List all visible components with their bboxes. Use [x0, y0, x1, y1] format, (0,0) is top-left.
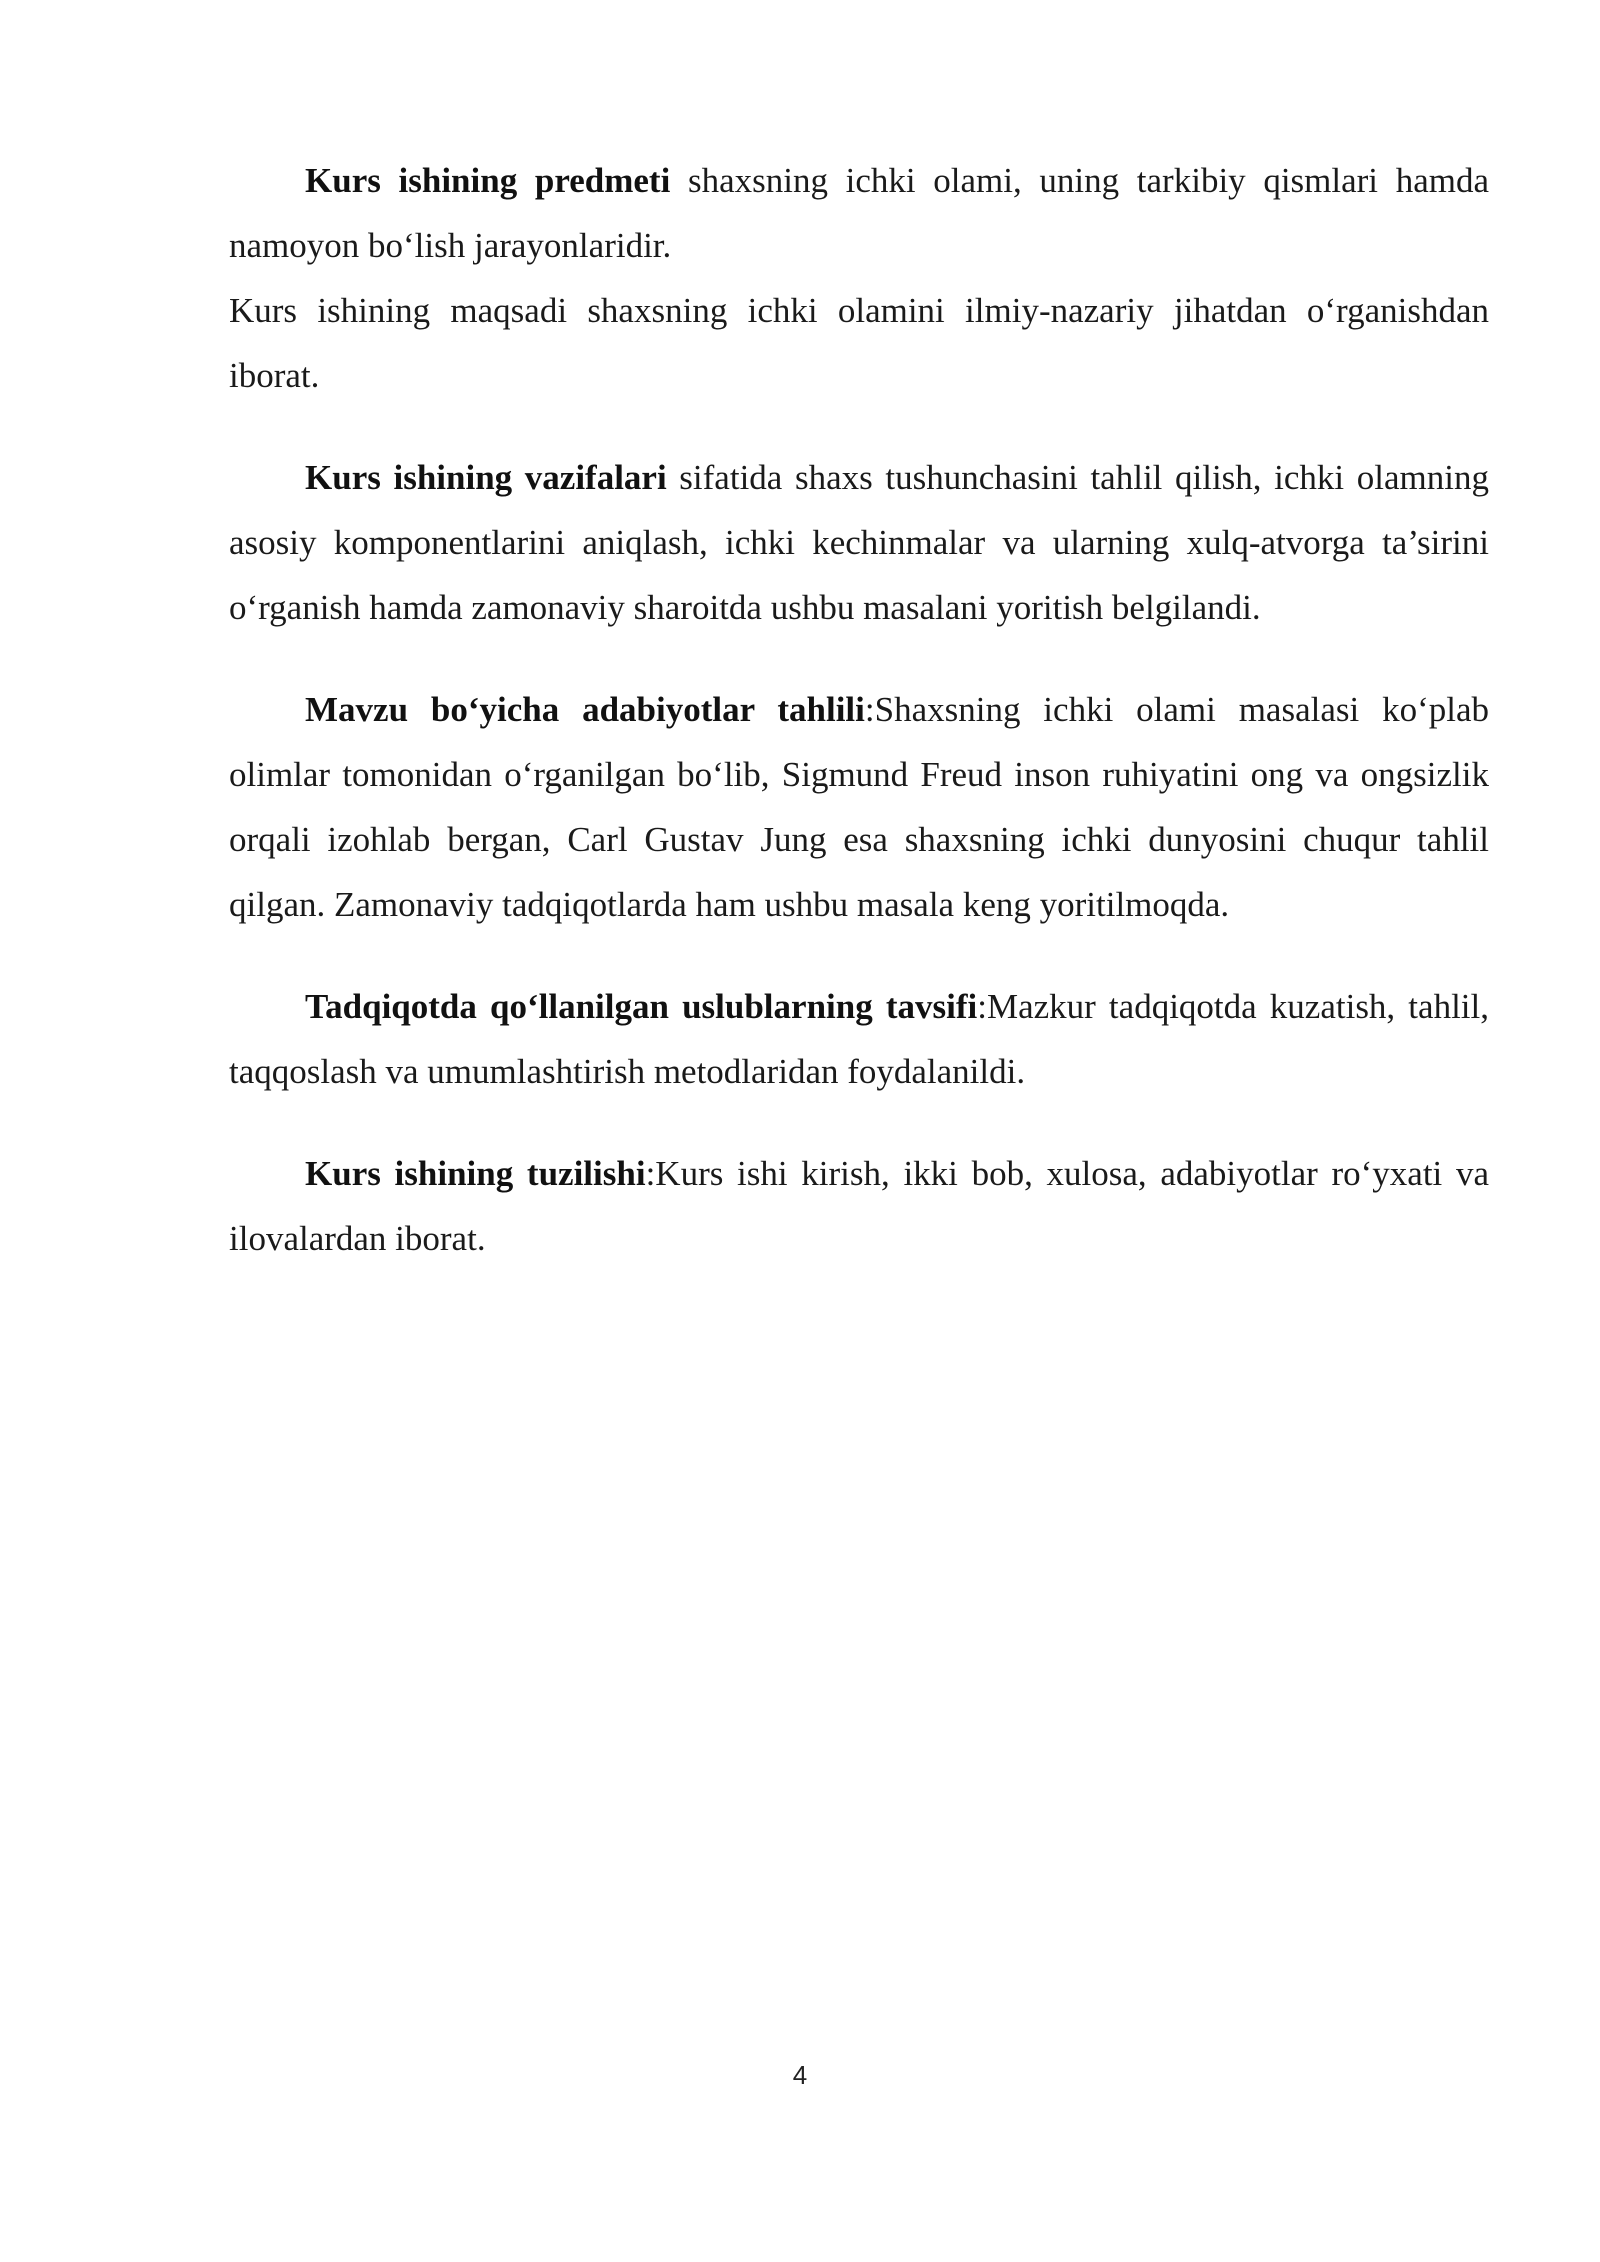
text-subject: shaxsning ichki olami, uning tarkibiy qismlari hamda namoyon bo‘lish jarayonlaridir.	[229, 161, 1489, 265]
text-tasks: sifatida shaxs tushunchasini tahlil qilish, ichki olamning asosiy komponentlarini aniqlash, ichki kechinmalar va ularning xulq-atvorga ta’sirini o‘rganish hamda zamonaviy sharoitda ushbu masalani yoritish belgilandi.	[229, 458, 1489, 627]
paragraph-goal	[229, 278, 1489, 408]
page-body	[229, 148, 1489, 1271]
heading-subject: Kurs ishining predmeti	[305, 161, 671, 200]
paragraph-subject	[229, 148, 1489, 278]
page-number: 4	[792, 2060, 808, 2090]
text-goal: Kurs ishining maqsadi shaxsning ichki olamini ilmiy-nazariy jihatdan o‘rganishdan iborat.	[229, 291, 1489, 395]
heading-methods: Tadqiqotda qo‘llanilgan uslublarning tavsifi	[305, 987, 978, 1026]
paragraph-literature	[229, 677, 1489, 937]
heading-structure: Kurs ishining tuzilishi	[305, 1154, 646, 1193]
text-literature: :Shaxsning ichki olami masalasi ko‘plab olimlar tomonidan o‘rganilgan bo‘lib, Sigmund Freud inson ruhiyatini ong va ongsizlik orqali izohlab bergan, Carl Gustav Jung esa shaxsning ichki dunyosini chuqur tahlil qilgan. Zamonaviy tadqiqotlarda ham ushbu masala keng yoritilmoqda.	[229, 690, 1489, 924]
paragraph-methods	[229, 974, 1489, 1104]
heading-tasks: Kurs ishining vazifalari	[305, 458, 667, 497]
paragraph-tasks	[229, 445, 1489, 640]
heading-literature: Mavzu bo‘yicha adabiyotlar tahlili	[305, 690, 865, 729]
paragraph-structure	[229, 1141, 1489, 1271]
text-structure: :Kurs ishi kirish, ikki bob, xulosa, adabiyotlar ro‘yxati va ilovalardan iborat.	[229, 1154, 1490, 1258]
text-methods: :Mazkur tadqiqotda kuzatish, tahlil, taqqoslash va umumlashtirish metodlaridan foydalanildi.	[229, 987, 1489, 1091]
